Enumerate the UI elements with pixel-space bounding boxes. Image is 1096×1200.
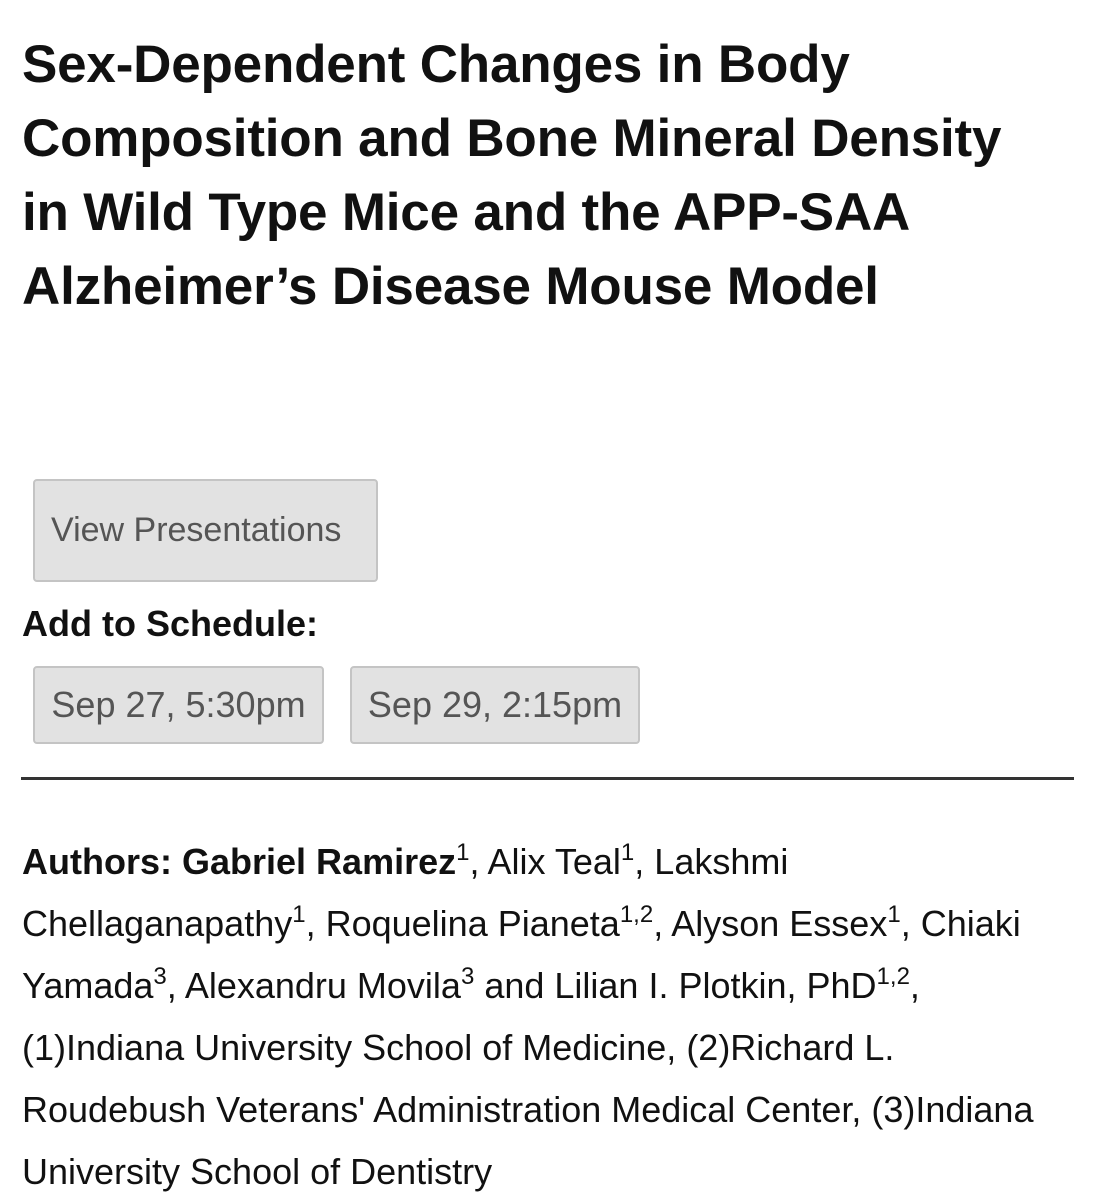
author-affiliation-marker: 1 [887,901,901,928]
author-name: Chiaki Yamada [22,903,1021,1006]
author-affiliation-marker: 1 [292,901,306,928]
schedule-slot-button-2[interactable]: Sep 29, 2:15pm [350,666,640,744]
author-affiliation-marker: 1,2 [619,901,654,928]
author-name: Roquelina Pianeta [325,903,620,944]
author-affiliation-marker: 1 [456,839,470,866]
author-separator: , [900,903,921,944]
author-name: Gabriel Ramirez [182,841,457,882]
author-affiliation-marker: 3 [460,963,475,990]
author-separator: , [469,841,488,882]
author-separator: , [305,903,326,944]
author-separator: , [634,841,655,882]
author-name: Alexandru Movila [184,965,461,1006]
session-title: Sex-Dependent Changes in Body Composition and Bone Mineral Density in Wild Type Mice and the APP-SAA Alzheimer’s Disease Mouse Model [22,35,1002,316]
author-name: Lilian I. Plotkin, PhD [554,965,877,1006]
author-affiliations: (1)Indiana University School of Medicine, (2)Richard L. Roudebush Veterans' Administration Medical Center, (3)Indiana University School of Dentistry [22,1027,1034,1192]
author-separator: , [653,903,672,944]
authors-block [22,831,1074,1200]
author-name: Lakshmi Chellaganapathy [22,841,789,944]
section-divider [21,777,1074,780]
author-separator: , [909,965,920,1006]
author-affiliation-marker: 1,2 [876,963,910,990]
add-to-schedule-label: Add to Schedule: [22,603,318,644]
author-affiliation-marker: 3 [153,963,167,990]
author-separator: , [166,965,185,1006]
author-separator: and [474,965,555,1006]
schedule-slot-button-1[interactable]: Sep 27, 5:30pm [33,666,324,744]
authors-prefix: Authors: [22,841,172,882]
author-name: Alix Teal [487,841,621,882]
author-name: Alyson Essex [671,903,888,944]
view-presentations-button[interactable]: View Presentations [33,479,378,582]
author-affiliation-marker: 1 [620,839,635,866]
